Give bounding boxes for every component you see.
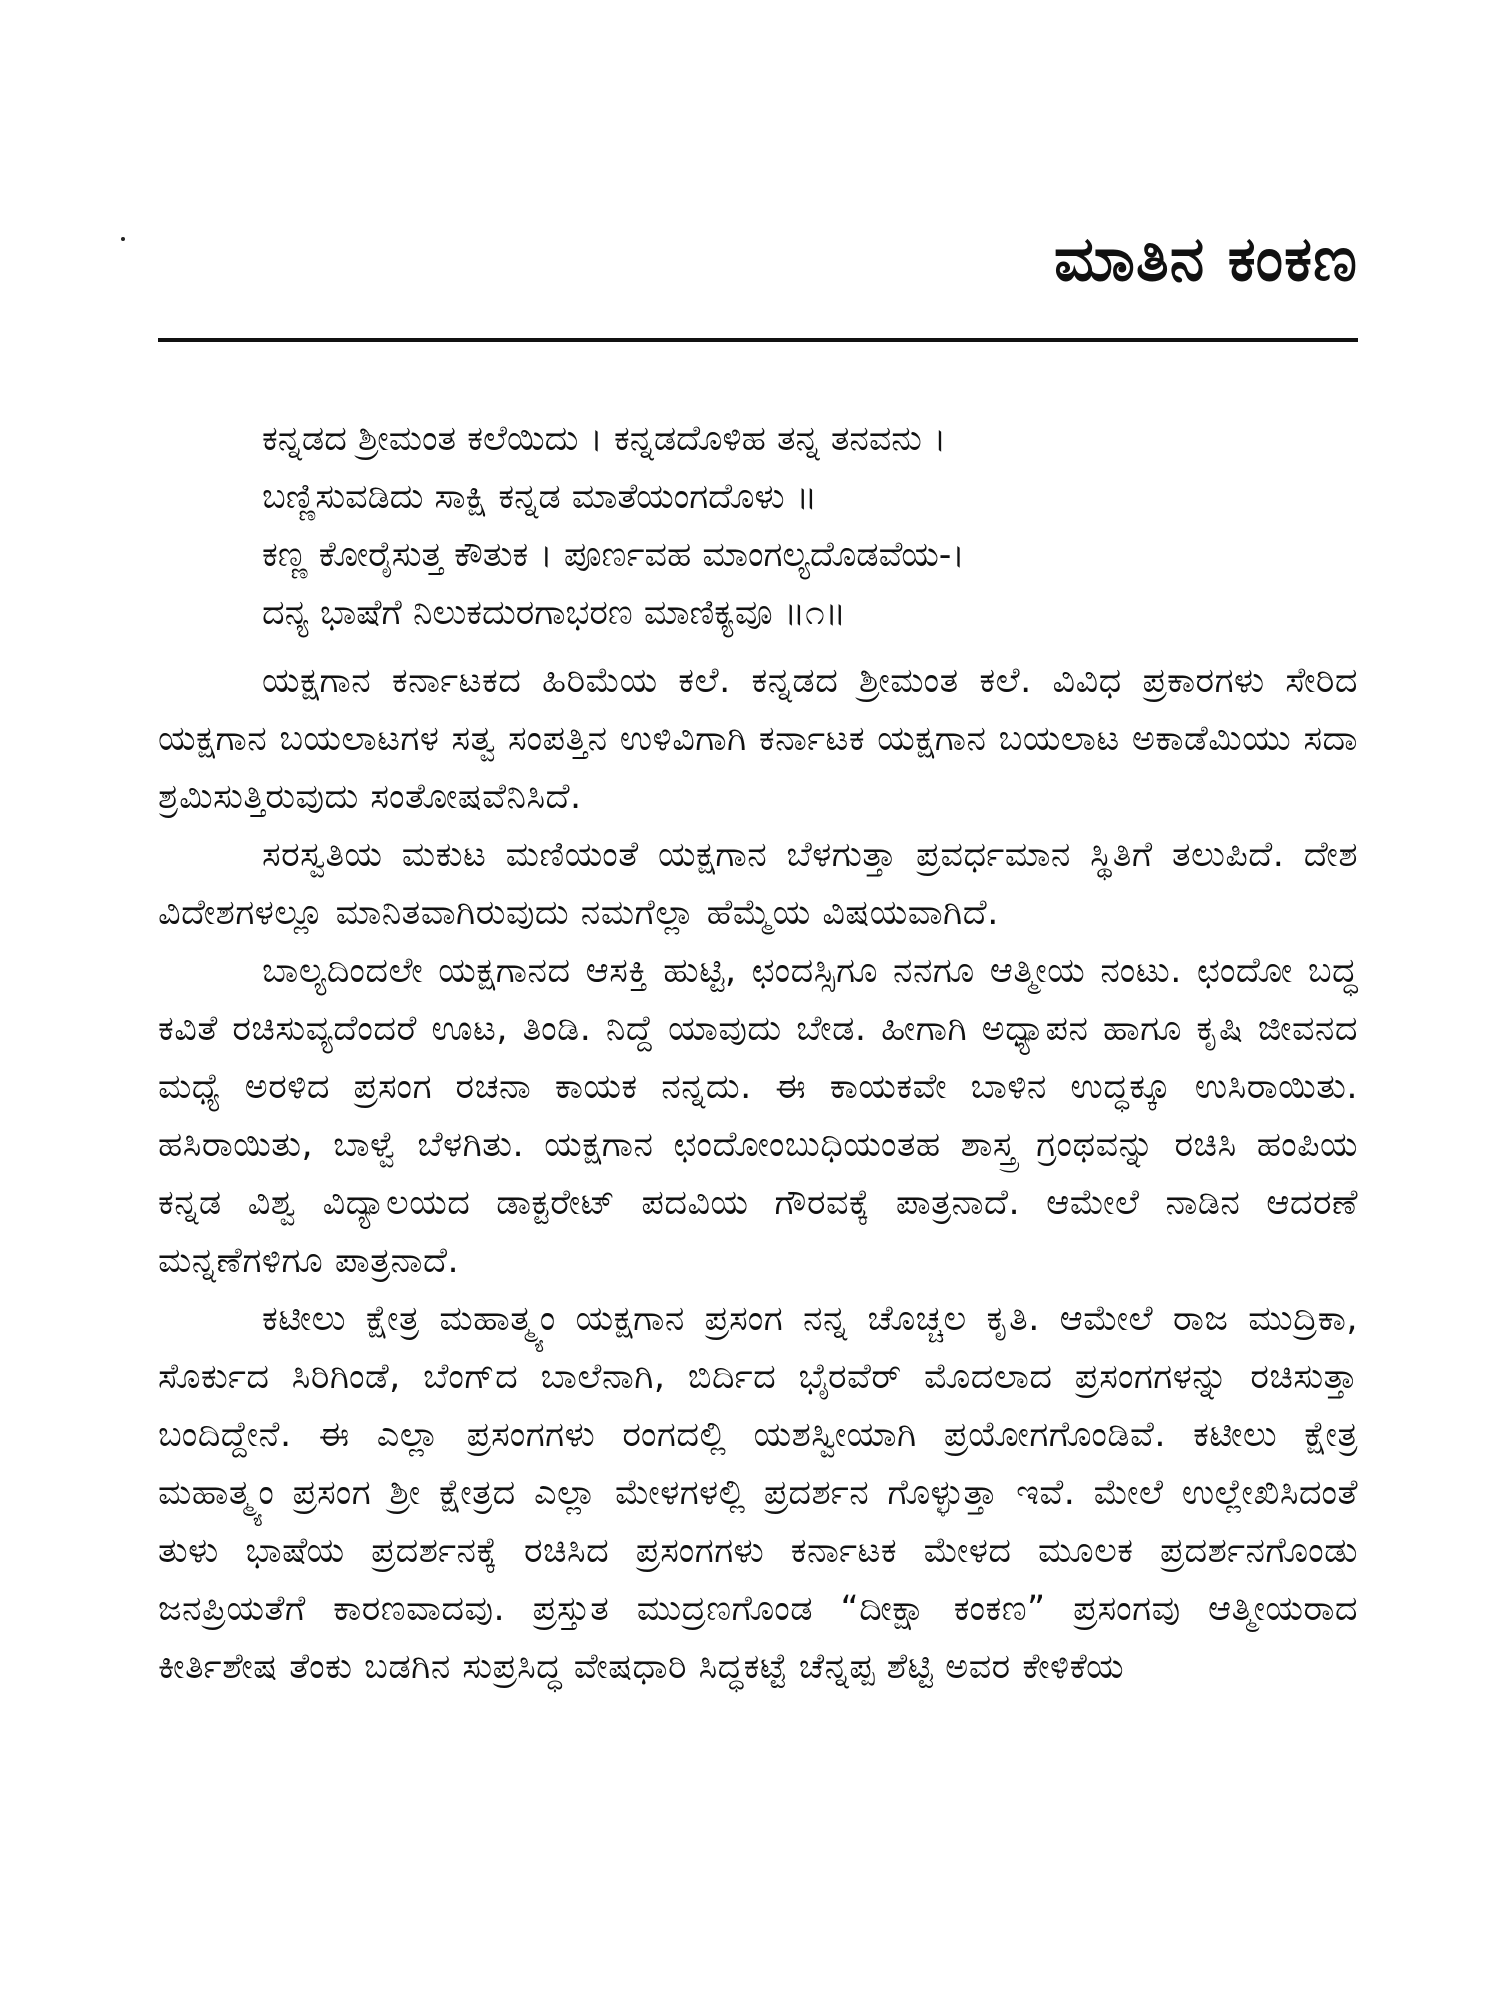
paragraph: ಕಟೀಲು ಕ್ಷೇತ್ರ ಮಹಾತ್ಮ್ಯಂ ಯಕ್ಷಗಾನ ಪ್ರಸಂಗ ನನ್ನ ಚೊಚ್ಚಲ ಕೃತಿ. ಆಮೇಲೆ ರಾಜ ಮುದ್ರಿಕಾ, ಸೊರ್ಕುದ ಸಿರಿಗಿಂಡೆ, ಬೆಂಗ್‌ದ ಬಾಲೆನಾಗಿ, ಬಿರ್ದಿದ ಭೈರವೆರ್ ಮೊದಲಾದ ಪ್ರಸಂಗಗಳನ್ನು ರಚಿಸುತ್ತಾ ಬಂದಿದ್ದೇನೆ. ಈ ಎಲ್ಲಾ ಪ್ರಸಂಗಗಳು ರಂಗದಲ್ಲಿ ಯಶಸ್ವೀಯಾಗಿ ಪ್ರಯೋಗಗೊಂಡಿವೆ. ಕಟೀಲು ಕ್ಷೇತ್ರ ಮಹಾತ್ಮ್ಯಂ ಪ್ರಸಂಗ ಶ್ರೀ ಕ್ಷೇತ್ರದ ಎಲ್ಲಾ ಮೇಳಗಳಲ್ಲಿ ಪ್ರದರ್ಶನ ಗೊಳ್ಳುತ್ತಾ ಇವೆ. ಮೇಲೆ ಉಲ್ಲೇಖಿಸಿದಂತೆ ತುಳು ಭಾಷೆಯ ಪ್ರದರ್ಶನಕ್ಕೆ ರಚಿಸಿದ ಪ್ರಸಂಗಗಳು ಕರ್ನಾಟಕ ಮೇಳದ ಮೂಲಕ ಪ್ರದರ್ಶನಗೊಂಡು ಜನಪ್ರಿಯತೆಗೆ ಕಾರಣವಾದವು. ಪ್ರಸ್ತುತ ಮುದ್ರಣಗೊಂಡ “ದೀಕ್ಷಾ ಕಂಕಣ” ಪ್ರಸಂಗವು ಆತ್ಮೀಯರಾದ ಕೀರ್ತಿಶೇಷ ತೆಂಕು ಬಡಗಿನ ಸುಪ್ರಸಿದ್ಧ ವೇಷಧಾರಿ ಸಿದ್ಧಕಟ್ಟೆ ಚೆನ್ನಪ್ಪ ಶೆಟ್ಟಿ ಅವರ ಕೇಳಿಕೆಯ (158, 1299, 1358, 1687)
chapter-title: ಮಾತಿನ ಕಂಕಣ (1054, 222, 1358, 295)
verse-line: ದನ್ಯ ಭಾಷೆಗೆ ನಿಲುಕದುರಗಾಭರಣ ಮಾಣಿಕ್ಯವೂ ॥೧॥ (262, 593, 847, 633)
verse-block (158, 410, 1358, 642)
stray-ink-dot (121, 237, 125, 241)
verse-line: ಬಣ್ಣಿಸುವಡಿದು ಸಾಕ್ಷಿ ಕನ್ನಡ ಮಾತೆಯಂಗದೊಳು ॥ (262, 477, 818, 517)
paragraph: ಸರಸ್ವತಿಯ ಮಕುಟ ಮಣಿಯಂತೆ ಯಕ್ಷಗಾನ ಬೆಳಗುತ್ತಾ ಪ್ರವರ್ಧಮಾನ ಸ್ಥಿತಿಗೆ ತಲುಪಿದೆ. ದೇಶ ವಿದೇಶಗಳಲ್ಲೂ ಮಾನಿತವಾಗಿರುವುದು ನಮಗೆಲ್ಲಾ ಹೆಮ್ಮೆಯ ವಿಷಯವಾಗಿದೆ. (158, 835, 1358, 933)
body-text (158, 410, 1358, 1696)
paragraph: ಬಾಲ್ಯದಿಂದಲೇ ಯಕ್ಷಗಾನದ ಆಸಕ್ತಿ ಹುಟ್ಟಿ, ಛಂದಸ್ಸಿಗೂ ನನಗೂ ಆತ್ಮೀಯ ನಂಟು. ಛಂದೋ ಬದ್ಧ ಕವಿತೆ ರಚಿಸುವ್ಯದೆಂದರೆ ಊಟ, ತಿಂಡಿ. ನಿದ್ದೆ ಯಾವುದು ಬೇಡ. ಹೀಗಾಗಿ ಅಧ್ಯಾಪನ ಹಾಗೂ ಕೃಷಿ ಜೀವನದ ಮಧ್ಯೆ ಅರಳಿದ ಪ್ರಸಂಗ ರಚನಾ ಕಾಯಕ ನನ್ನದು. ಈ ಕಾಯಕವೇ ಬಾಳಿನ ಉದ್ಧಕ್ಕೂ ಉಸಿರಾಯಿತು. ಹಸಿರಾಯಿತು, ಬಾಳ್ವೆ ಬೆಳಗಿತು. ಯಕ್ಷಗಾನ ಛಂದೋಂಬುಧಿಯಂತಹ ಶಾಸ್ತ್ರ ಗ್ರಂಥವನ್ನು ರಚಿಸಿ ಹಂಪಿಯ ಕನ್ನಡ ವಿಶ್ವ ವಿದ್ಯಾಲಯದ ಡಾಕ್ಟರೇಟ್ ಪದವಿಯ ಗೌರವಕ್ಕೆ ಪಾತ್ರನಾದೆ. ಆಮೇಲೆ ನಾಡಿನ ಆದರಣೆ ಮನ್ನಣೆಗಳಿಗೂ ಪಾತ್ರನಾದೆ. (158, 951, 1358, 1281)
verse-line: ಕಣ್ಣ ಕೋರೈಸುತ್ತ ಕೌತುಕ । ಪೂರ್ಣವಹ ಮಾಂಗಲ್ಯದೊಡವೆಯ-। (262, 535, 965, 575)
title-rule (158, 338, 1358, 342)
paragraph: ಯಕ್ಷಗಾನ ಕರ್ನಾಟಕದ ಹಿರಿಮೆಯ ಕಲೆ. ಕನ್ನಡದ ಶ್ರೀಮಂತ ಕಲೆ. ವಿವಿಧ ಪ್ರಕಾರಗಳು ಸೇರಿದ ಯಕ್ಷಗಾನ ಬಯಲಾಟಗಳ ಸತ್ವ ಸಂಪತ್ತಿನ ಉಳಿವಿಗಾಗಿ ಕರ್ನಾಟಕ ಯಕ್ಷಗಾನ ಬಯಲಾಟ ಅಕಾಡೆಮಿಯು ಸದಾ ಶ್ರಮಿಸುತ್ತಿರುವುದು ಸಂತೋಷವೆನಿಸಿದೆ. (158, 661, 1358, 817)
verse-line: ಕನ್ನಡದ ಶ್ರೀಮಂತ ಕಲೆಯಿದು । ಕನ್ನಡದೊಳಿಹ ತನ್ನ ತನವನು । (262, 419, 947, 459)
